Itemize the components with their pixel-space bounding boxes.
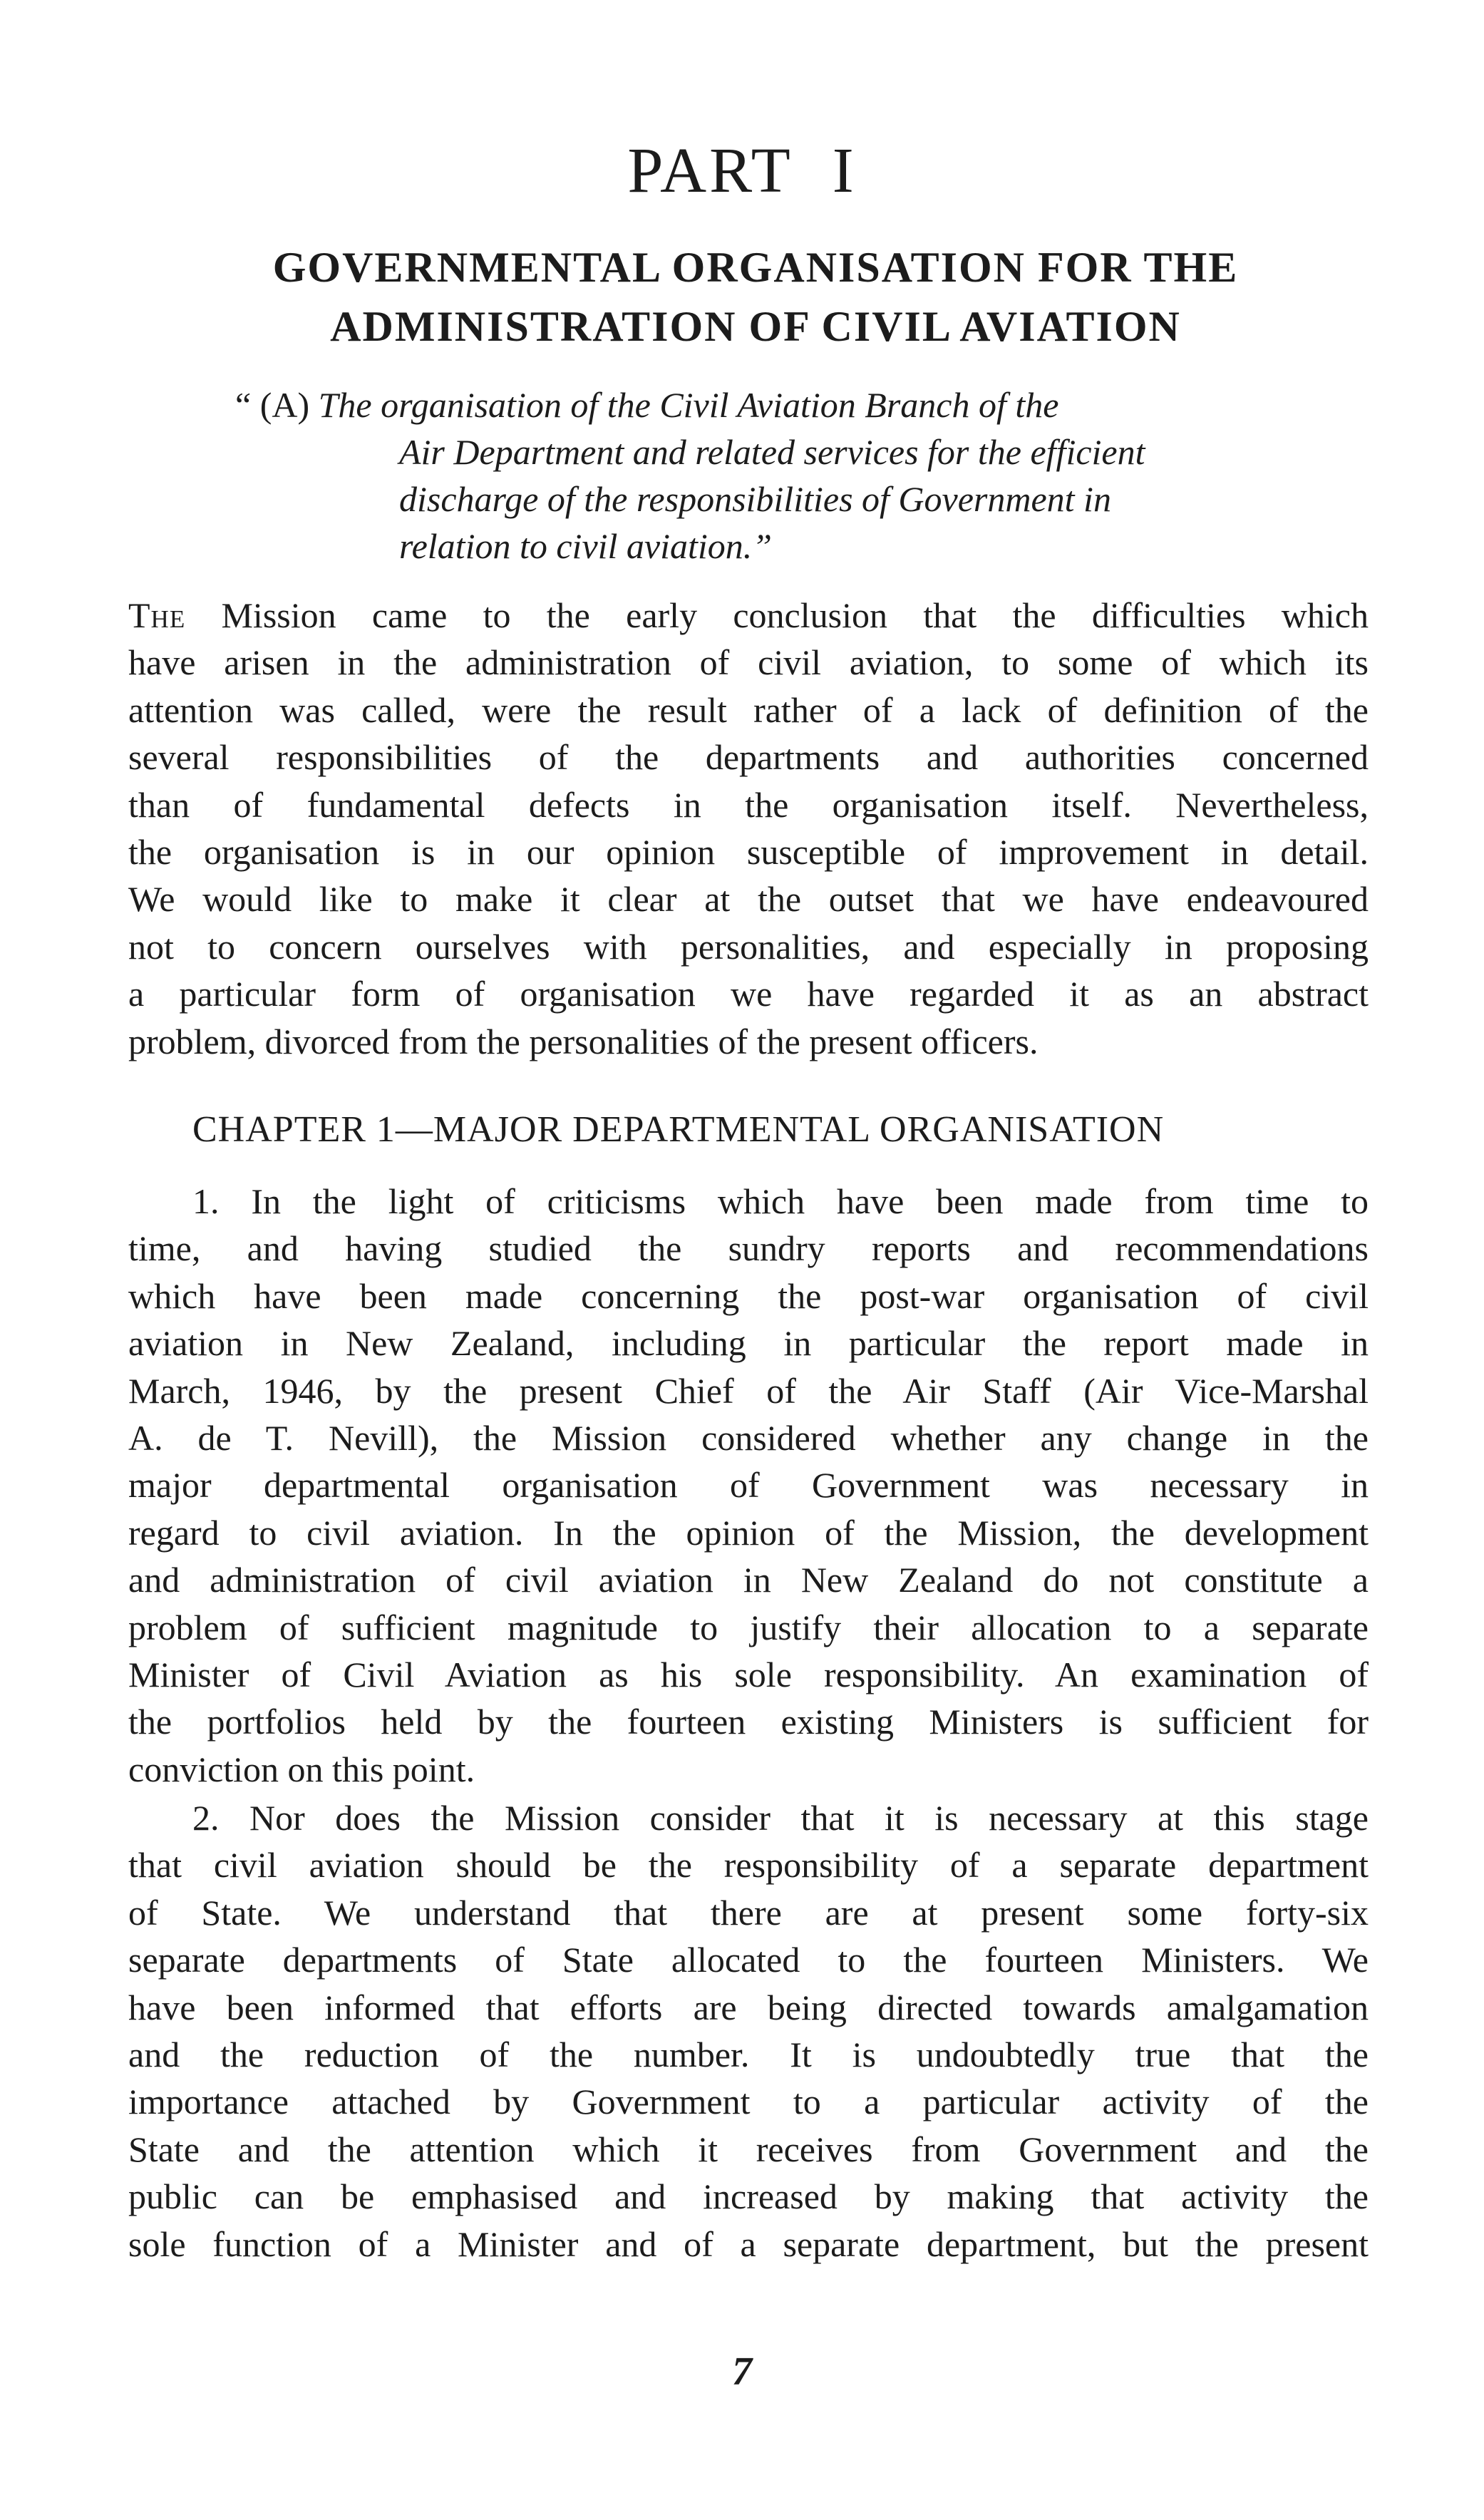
text-line: major departmental organisation of Government was necessary in [128,1465,1369,1506]
section-heading-line-2: ADMINISTRATION OF CIVIL AVIATION [330,303,1181,350]
quote-line: The organisation of the Civil Aviation Branch of the [318,385,1059,425]
text-line: have been informed that efforts are being directed towards amalgamation [128,1987,1369,2027]
text-line: of State. We understand that there are at present some forty-six [128,1892,1369,1933]
text-line: a particular form of organisation we have regarded it as an abstract [128,974,1369,1014]
text-line: and the reduction of the number. It is undoubtedly true that the [128,2034,1369,2074]
text-line: 1. In the light of criticisms which have been made from time to [192,1181,1369,1221]
text-line-content: Mission came to the early conclusion that the difficulties which [185,595,1369,635]
page-number: 7 [732,2350,752,2394]
paragraph-2 [128,1794,1369,2268]
text-line: have arisen in the administration of civil aviation, to some of which its [128,642,1369,683]
text-line: sole function of a Minister and of a separate department, but the present [128,2223,1369,2264]
quote-lead: “ (A) [235,385,310,425]
text-line: than of fundamental defects in the organisation itself. Nevertheless, [128,784,1369,825]
section-heading-line-1: GOVERNMENTAL ORGANISATION FOR THE [272,244,1239,291]
text-line: problem of sufficient magnitude to justify their allocation to a separate [128,1607,1369,1647]
text-line: Minister of Civil Aviation as his sole responsibility. An examination of [128,1654,1369,1694]
text-line: March, 1946, by the present Chief of the Air Staff (Air Vice-Marshal [128,1370,1369,1411]
text-line: and administration of civil aviation in New Zealand do not constitute a [128,1560,1369,1600]
text-line: attention was called, were the result rather of a lack of definition of the [128,689,1369,730]
text-line: which have been made concerning the post-war organisation of civil [128,1275,1369,1316]
part-label: PART [627,135,793,206]
text-line: aviation in New Zealand, including in particular the report made in [128,1323,1369,1364]
paragraph-1 [128,1178,1369,1793]
part-number: I [832,135,857,206]
text-line: A. de T. Nevill), the Mission considered whether any change in the [128,1417,1369,1458]
terms-of-reference-quote [235,381,1269,570]
text-line: We would like to make it clear at the outset that we have endeavoured [128,879,1369,920]
text-line: State and the attention which it receives from Government and the [128,2129,1369,2169]
quote-line: Air Department and related services for the efficient [399,432,1145,472]
text-line: conviction on this point. [128,1749,475,1789]
text-line: the organisation is in our opinion susceptible of improvement in detail. [128,831,1369,872]
text-line [128,592,1369,639]
text-line: public can be emphasised and increased by making that activity the [128,2176,1369,2217]
text-line: importance attached by Government to a particular activity of the [128,2082,1369,2122]
intro-paragraph [128,592,1369,1065]
text-line: not to concern ourselves with personalities, and especially in proposing [128,926,1369,967]
text-line: the portfolios held by the fourteen existing Ministers is sufficient for [128,1702,1369,1742]
quote-line: relation to civil aviation.” [399,526,773,566]
text-line: several responsibilities of the departments and authorities concerned [128,737,1369,778]
text-line: separate departments of State allocated to the fourteen Ministers. We [128,1940,1369,1980]
text-line: that civil aviation should be the responsibility of a separate department [128,1845,1369,1886]
text-line: problem, divorced from the personalities of the present officers. [128,1021,1039,1061]
part-title [0,135,1484,206]
quote-line: discharge of the responsibilities of Government in [399,479,1111,519]
chapter-heading: CHAPTER 1—MAJOR DEPARTMENTAL ORGANISATION [192,1109,1165,1150]
text-line: 2. Nor does the Mission consider that it is necessary at this stage [192,1798,1369,1838]
text-line: regard to civil aviation. In the opinion of the Mission, the development [128,1512,1369,1553]
text-line: time, and having studied the sundry reports and recommendations [128,1228,1369,1269]
intro-first-word: The [128,595,186,635]
